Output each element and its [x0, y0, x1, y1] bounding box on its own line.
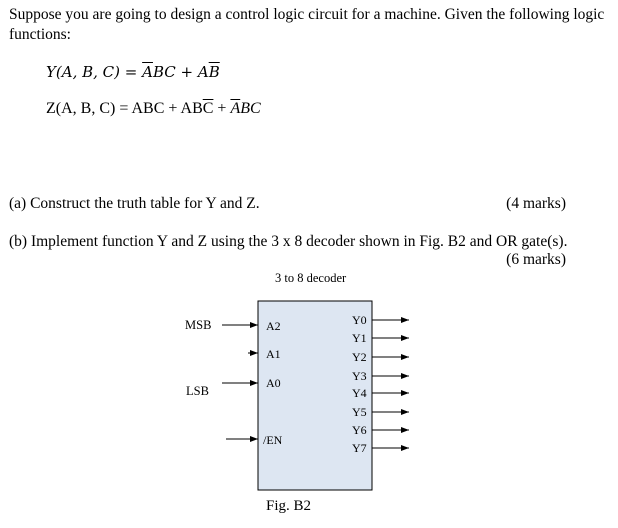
lsb-label: LSB: [186, 384, 209, 398]
output-pin-y5: Y5: [352, 405, 367, 419]
output-pin-y7: Y7: [352, 441, 367, 455]
output-pin-y1: Y1: [352, 331, 367, 345]
equation-z-plus: +: [213, 100, 231, 117]
figure-caption: Fig. B2: [266, 498, 312, 514]
part-a-question: (a) Construct the truth table for Y and Z.: [9, 195, 260, 212]
input-pin-a1: A1: [266, 347, 281, 361]
equation-y-lhs: Y(A, B, C) =: [46, 63, 143, 81]
output-pin-y6: Y6: [352, 423, 367, 437]
equation-z-term3-rest: BC: [240, 100, 261, 117]
equation-y-term1-bar: $\overline{A}$: [142, 63, 153, 81]
output-pin-y3: Y3: [352, 369, 367, 383]
equation-y-plus: + A: [175, 63, 209, 81]
output-pin-y0: Y0: [352, 313, 367, 327]
equation-z-term2-bar: $\overline{C}$: [202, 100, 214, 117]
equation-z-term3-bar: $\overline{A}$: [230, 100, 241, 117]
part-b-marks: (6 marks): [506, 251, 566, 268]
intro-text: Suppose you are going to design a control logic circuit for a machine. Given the following logic functions:: [9, 6, 605, 43]
decoder-title: 3 to 8 decoder: [275, 271, 347, 285]
input-pin-a2: A2: [266, 319, 281, 333]
input-pin-a0: A0: [266, 376, 281, 390]
equation-y-term2-bar: $\overline{B}$: [208, 63, 220, 81]
equation-y-term1-rest: BC: [152, 63, 176, 81]
part-a-marks: (4 marks): [506, 195, 566, 212]
output-pin-y2: Y2: [352, 350, 367, 364]
part-b-question: (b) Implement function Y and Z using the 3 x 8 decoder shown in Fig. B2 and OR gate(s).: [9, 233, 568, 250]
output-pin-y4: Y4: [352, 386, 367, 400]
msb-label: MSB: [185, 318, 212, 332]
equation-z-lhs: Z(A, B, C) = ABC + AB: [46, 100, 203, 117]
input-pin-en: /EN: [263, 433, 283, 447]
